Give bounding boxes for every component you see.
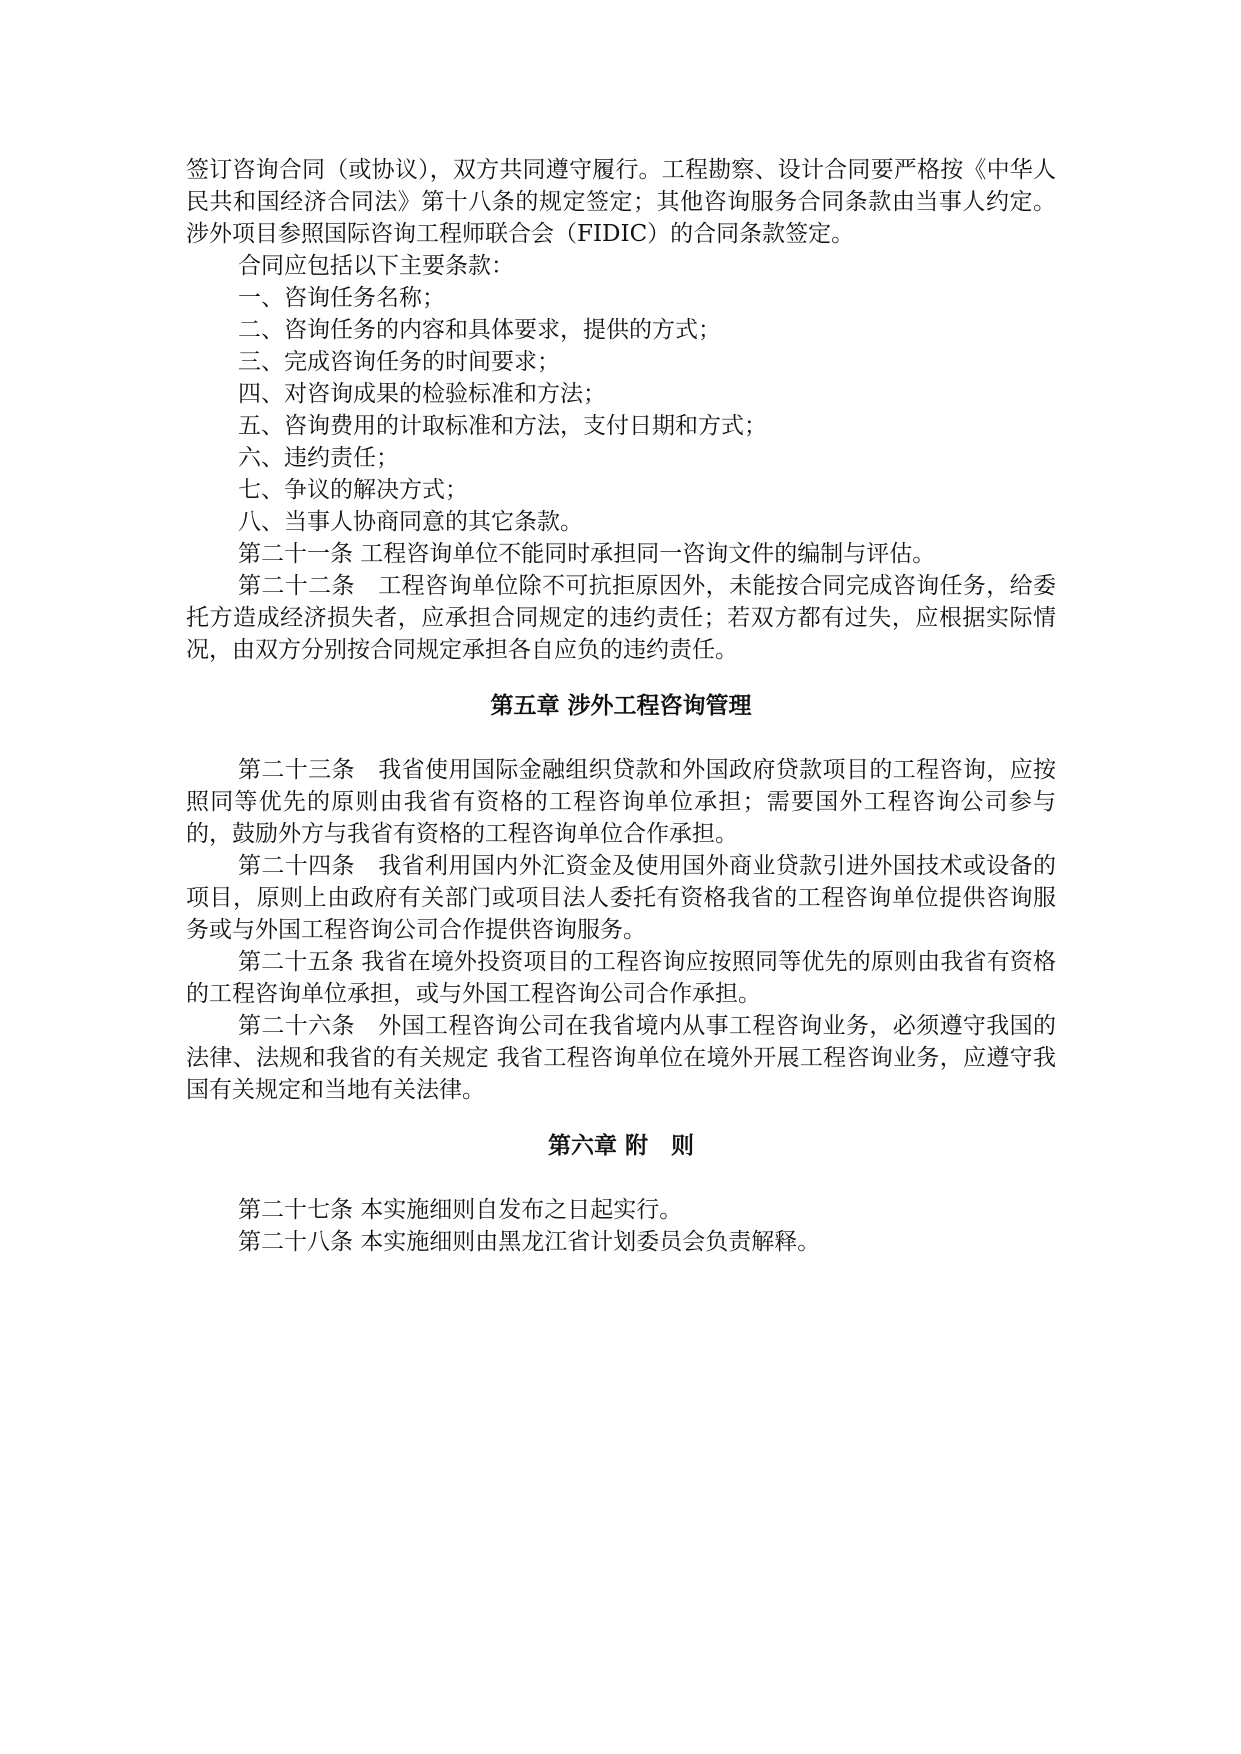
paragraph-contract-signing: 签订咨询合同（或协议），双方共同遵守履行。工程勘察、设计合同要严格按《中华人民共和国经济合同法》第十八条的规定签定；其他咨询服务合同条款由当事人约定。涉外项目参照国际咨询工程师联合会（FIDIC）的合同条款签定。 bbox=[186, 157, 1056, 247]
article-21: 第二十一条 工程咨询单位不能同时承担同一咨询文件的编制与评估。 bbox=[238, 541, 936, 567]
contract-item: 一、咨询任务名称； bbox=[238, 285, 445, 311]
contract-item: 三、完成咨询任务的时间要求； bbox=[238, 349, 560, 375]
contract-item: 七、争议的解决方式； bbox=[238, 477, 468, 503]
article-23: 第二十三条 我省使用国际金融组织贷款和外国政府贷款项目的工程咨询，应按照同等优先的原则由我省有资格的工程咨询单位承担；需要国外工程咨询公司参与的，鼓励外方与我省有资格的工程咨询单位合作承担。 bbox=[186, 757, 1056, 847]
article-26: 第二十六条 外国工程咨询公司在我省境内从事工程咨询业务，必须遵守我国的法律、法规和我省的有关规定 我省工程咨询单位在境外开展工程咨询业务，应遵守我国有关规定和当地有关法律。 bbox=[186, 1013, 1056, 1103]
document-body bbox=[186, 154, 1056, 1258]
chapter-5-heading: 第五章 涉外工程咨询管理 bbox=[490, 693, 752, 719]
article-22: 第二十二条 工程咨询单位除不可抗拒原因外，未能按合同完成咨询任务，给委托方造成经济损失者，应承担合同规定的违约责任；若双方都有过失，应根据实际情况，由双方分别按合同规定承担各自应负的违约责任。 bbox=[186, 573, 1056, 663]
article-24: 第二十四条 我省利用国内外汇资金及使用国外商业贷款引进外国技术或设备的项目，原则上由政府有关部门或项目法人委托有资格我省的工程咨询单位提供咨询服务或与外国工程咨询公司合作提供咨询服务。 bbox=[186, 853, 1056, 943]
contract-terms-intro: 合同应包括以下主要条款： bbox=[238, 253, 514, 279]
contract-item: 五、咨询费用的计取标准和方法，支付日期和方式； bbox=[238, 413, 767, 439]
article-27: 第二十七条 本实施细则自发布之日起实行。 bbox=[238, 1197, 683, 1223]
article-25: 第二十五条 我省在境外投资项目的工程咨询应按照同等优先的原则由我省有资格的工程咨询单位承担，或与外国工程咨询公司合作承担。 bbox=[186, 949, 1056, 1007]
contract-item: 八、当事人协商同意的其它条款。 bbox=[238, 509, 583, 535]
chapter-6-heading: 第六章 附 则 bbox=[547, 1133, 694, 1159]
contract-item: 四、对咨询成果的检验标准和方法； bbox=[238, 381, 606, 407]
article-28: 第二十八条 本实施细则由黑龙江省计划委员会负责解释。 bbox=[238, 1229, 821, 1255]
contract-item: 二、咨询任务的内容和具体要求，提供的方式； bbox=[238, 317, 721, 343]
contract-item: 六、违约责任； bbox=[238, 445, 399, 471]
